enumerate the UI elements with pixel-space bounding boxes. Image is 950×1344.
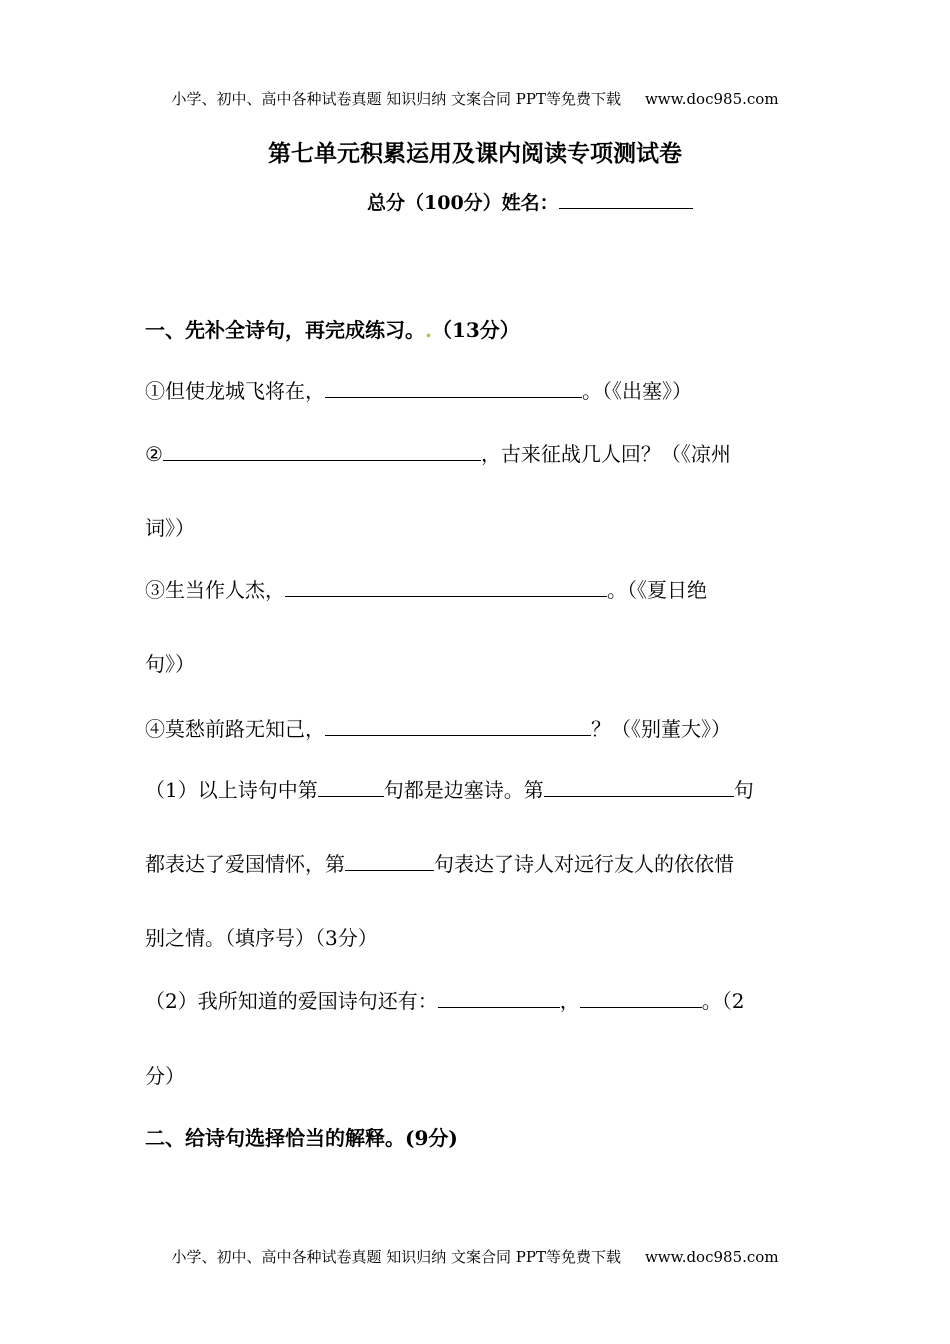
question-1-line-3: 别之情。（填序号）（3分）	[145, 926, 378, 950]
question-1-line-2	[145, 848, 734, 877]
poem-item-2-cont: 词》）	[145, 516, 195, 540]
poem-item-text: ④莫愁前路无知己，	[145, 717, 325, 741]
poem-blank-1[interactable]	[325, 396, 582, 398]
section1-heading-dot: .	[425, 318, 432, 342]
poem-blank-3[interactable]	[285, 595, 607, 597]
poem-item-3-cont: 句》）	[145, 652, 195, 676]
poem-item-source: ，古来征战几人回？（《凉州	[480, 442, 731, 466]
q1-blank-1[interactable]	[318, 795, 384, 797]
score-label: 总分（100分）姓名：	[367, 192, 559, 214]
score-name-line	[367, 188, 693, 215]
q1-text-c: 句	[733, 778, 754, 802]
document-title: 第七单元积累运用及课内阅读专项测试卷	[268, 140, 682, 167]
q1-text-a: （1）以上诗句中第	[145, 778, 318, 802]
poem-item-source: ？（《别董大》）	[591, 717, 731, 741]
footer-site-link[interactable]: www.doc985.com	[644, 1248, 779, 1266]
name-blank[interactable]	[559, 207, 693, 209]
q2-text-a: （2）我所知道的爱国诗句还有：	[145, 989, 438, 1013]
page-footer	[0, 1246, 950, 1267]
q2-blank-2[interactable]	[580, 1006, 702, 1008]
q1-text-b: 句都是边塞诗。第	[383, 778, 544, 802]
q1-text-e: 句表达了诗人对远行友人的依依惜	[434, 852, 734, 876]
header-text: 小学、初中、高中各种试卷真题 知识归纳 文案合同 PPT等免费下载	[171, 90, 621, 108]
page-header	[0, 88, 950, 109]
section1-heading	[145, 314, 520, 343]
poem-blank-4[interactable]	[325, 734, 591, 736]
q2-separator: ，	[559, 989, 580, 1013]
section2-heading: 二、给诗句选择恰当的解释。(9分)	[145, 1126, 458, 1150]
poem-item-2	[145, 438, 731, 467]
question-2-line-2: 分）	[145, 1064, 185, 1088]
poem-item-1	[145, 375, 692, 404]
question-1-line-1	[145, 774, 754, 803]
q2-blank-1[interactable]	[438, 1006, 560, 1008]
q1-blank-3[interactable]	[345, 869, 434, 871]
q1-blank-2[interactable]	[544, 795, 734, 797]
section1-heading-text: 一、先补全诗句，再完成练习。	[145, 318, 425, 342]
poem-item-text: ③生当作人杰，	[145, 578, 285, 602]
question-2-line-1	[145, 985, 744, 1014]
q1-text-d: 都表达了爱国情怀，第	[145, 852, 345, 876]
poem-blank-2[interactable]	[163, 459, 481, 461]
poem-item-source: 。（《出塞》）	[582, 379, 692, 403]
q2-text-b: 。（2	[701, 989, 745, 1013]
header-site-link[interactable]: www.doc985.com	[644, 90, 779, 108]
section1-heading-points: （13分）	[431, 318, 520, 342]
footer-text: 小学、初中、高中各种试卷真题 知识归纳 文案合同 PPT等免费下载	[171, 1248, 621, 1266]
poem-item-source: 。（《夏日绝	[607, 578, 707, 602]
poem-item-text: ②	[145, 442, 163, 466]
poem-item-4	[145, 713, 731, 742]
poem-item-text: ①但使龙城飞将在，	[145, 379, 325, 403]
poem-item-3	[145, 574, 707, 603]
